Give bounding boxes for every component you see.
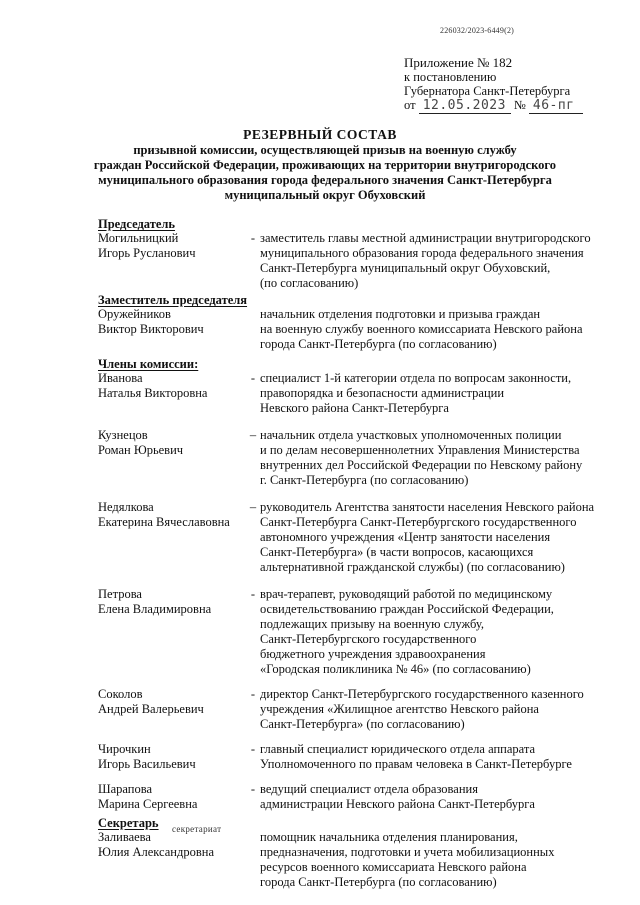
- position-line: Санкт-Петербургского государственного: [260, 632, 477, 646]
- member-surname: Соколов: [98, 687, 143, 701]
- list-item: [98, 830, 618, 890]
- position-line: помощник начальника отделения планирования,: [260, 830, 518, 844]
- document-subtitle: [80, 143, 570, 203]
- member-position: [260, 782, 610, 812]
- appendix-date-line: [404, 98, 624, 114]
- member-name: [98, 231, 246, 291]
- list-item: [98, 782, 618, 812]
- dash: -: [250, 782, 256, 796]
- position-line: Санкт-Петербурга» (в части вопросов, касающихся: [260, 545, 534, 559]
- position-line: (по согласованию): [260, 276, 359, 290]
- position-line: специалист 1-й категории отдела по вопросам законности,: [260, 371, 572, 385]
- appendix-line-2: к постановлению: [404, 70, 497, 84]
- list-item: [98, 587, 618, 677]
- position-line: учреждения «Жилищное агентство Невского района: [260, 702, 539, 716]
- member-name: [98, 742, 246, 772]
- position-line: администрации Невского района Санкт-Петербурга: [260, 797, 535, 811]
- subtitle-line: муниципальный округ Обуховский: [224, 188, 426, 202]
- member-name: [98, 830, 246, 890]
- date-prefix: от: [404, 98, 416, 112]
- member-name: [98, 307, 246, 352]
- secretariat-stamp: секретариат: [172, 824, 222, 834]
- subtitle-line: муниципального образования города федерального значения Санкт-Петербурга: [98, 173, 552, 187]
- dash: [246, 307, 260, 352]
- member-name: [98, 782, 246, 812]
- position-line: руководитель Агентства занятости населения Невского района: [260, 500, 595, 514]
- position-line: Санкт-Петербурга» (по согласованию): [260, 717, 465, 731]
- member-given-names: Виктор Викторович: [98, 322, 204, 336]
- member-name: [98, 428, 246, 488]
- member-given-names: Марина Сергеевна: [98, 797, 198, 811]
- dash: -: [250, 687, 256, 701]
- subtitle-line: призывной комиссии, осуществляющей призыв на военную службу: [133, 143, 517, 157]
- position-line: автономного учреждения «Центр занятости населения: [260, 530, 551, 544]
- member-surname: Заливаева: [98, 830, 151, 844]
- member-position: [260, 307, 610, 352]
- position-line: города Санкт-Петербурга (по согласованию): [260, 337, 497, 351]
- member-position: [260, 231, 610, 291]
- position-line: Санкт-Петербурга Санкт-Петербургского государственного: [260, 515, 577, 529]
- member-surname: Могильницкий: [98, 231, 179, 245]
- position-line: г. Санкт-Петербурга (по согласованию): [260, 473, 469, 487]
- member-surname: Петрова: [98, 587, 142, 601]
- position-line: и по делам несовершеннолетних Управления Министерства: [260, 443, 580, 457]
- dash: -: [250, 371, 256, 385]
- position-line: предназначения, подготовки и учета мобилизационных: [260, 845, 555, 859]
- position-line: Уполномоченного по правам человека в Санкт-Петербурге: [260, 757, 572, 771]
- member-given-names: Екатерина Вячеславовна: [98, 515, 230, 529]
- member-given-names: Андрей Валерьевич: [98, 702, 204, 716]
- position-line: муниципального образования города федерального значения: [260, 246, 584, 260]
- position-line: ресурсов военного комиссариата Невского района: [260, 860, 527, 874]
- member-position: [260, 371, 610, 416]
- position-line: альтернативной гражданской службы) (по согласованию): [260, 560, 565, 574]
- decree-date: 12.05.2023: [419, 99, 511, 114]
- member-position: [260, 742, 610, 772]
- subtitle-line: граждан Российской Федерации, проживающих на территории внутригородского: [93, 158, 557, 172]
- member-position: [260, 428, 610, 488]
- member-given-names: Роман Юрьевич: [98, 443, 184, 457]
- number-prefix: №: [513, 98, 526, 112]
- section-heading-chair: Председатель: [98, 217, 176, 231]
- position-line: правопорядка и безопасности администрации: [260, 386, 505, 400]
- member-name: [98, 687, 246, 732]
- appendix-line-3: Губернатора Санкт-Петербурга: [404, 84, 571, 98]
- member-surname: Оружейников: [98, 307, 171, 321]
- list-item: [98, 428, 618, 488]
- position-line: «Городская поликлиника № 46» (по согласованию): [260, 662, 531, 676]
- position-line: подлежащих призыву на военную службу,: [260, 617, 484, 631]
- document-title: РЕЗЕРВНЫЙ СОСТАВ: [243, 127, 397, 142]
- position-line: главный специалист юридического отдела аппарата: [260, 742, 536, 756]
- member-surname: Недялкова: [98, 500, 154, 514]
- position-line: заместитель главы местной администрации внутригородского: [260, 231, 591, 245]
- position-line: бюджетного учреждения здравоохранения: [260, 647, 486, 661]
- member-position: [260, 500, 610, 575]
- member-given-names: Игорь Васильевич: [98, 757, 196, 771]
- dash: –: [249, 428, 257, 442]
- section-heading-members: Члены комиссии:: [98, 357, 199, 371]
- position-line: начальник отдела участковых уполномоченных полиции: [260, 428, 562, 442]
- dash: -: [250, 742, 256, 756]
- list-item: [98, 371, 618, 416]
- list-item: [98, 687, 618, 732]
- member-position: [260, 687, 610, 732]
- member-name: [98, 371, 246, 416]
- position-line: начальник отделения подготовки и призыва граждан: [260, 307, 541, 321]
- member-surname: Чирочкин: [98, 742, 151, 756]
- list-item: [98, 307, 618, 352]
- decree-number: 46-пг: [529, 99, 583, 114]
- list-item: [98, 231, 618, 291]
- position-line: внутренних дел Российской Федерации по Невскому району: [260, 458, 583, 472]
- member-name: [98, 587, 246, 677]
- appendix-number: Приложение № 182: [404, 55, 513, 70]
- member-surname: Иванова: [98, 371, 143, 385]
- member-position: [260, 587, 610, 677]
- list-item: [98, 742, 618, 772]
- member-surname: Шарапова: [98, 782, 153, 796]
- section-heading-deputy: Заместитель председателя: [98, 293, 248, 307]
- position-line: директор Санкт-Петербургского государственного казенного: [260, 687, 584, 701]
- member-surname: Кузнецов: [98, 428, 148, 442]
- appendix-block: [404, 56, 624, 114]
- member-position: [260, 830, 610, 890]
- position-line: на военную службу военного комиссариата Невского района: [260, 322, 583, 336]
- dash: –: [249, 500, 257, 514]
- section-heading-secretary: Секретарь: [98, 816, 159, 830]
- list-item: [98, 500, 618, 575]
- member-given-names: Наталья Викторовна: [98, 386, 208, 400]
- member-given-names: Елена Владимировна: [98, 602, 212, 616]
- position-line: врач-терапевт, руководящий работой по медицинскому: [260, 587, 553, 601]
- member-given-names: Юлия Александровна: [98, 845, 214, 859]
- member-given-names: Игорь Русланович: [98, 246, 196, 260]
- document-number: 226032/2023-6449(2): [440, 26, 515, 35]
- position-line: Санкт-Петербурга муниципальный округ Обуховский,: [260, 261, 551, 275]
- member-name: [98, 500, 246, 575]
- position-line: ведущий специалист отдела образования: [260, 782, 478, 796]
- dash: [246, 830, 260, 890]
- position-line: освидетельствованию граждан Российской Федерации,: [260, 602, 554, 616]
- dash: -: [250, 587, 256, 601]
- position-line: Невского района Санкт-Петербурга: [260, 401, 449, 415]
- dash: -: [250, 231, 256, 245]
- commission-list: [98, 217, 618, 890]
- position-line: города Санкт-Петербурга (по согласованию): [260, 875, 497, 889]
